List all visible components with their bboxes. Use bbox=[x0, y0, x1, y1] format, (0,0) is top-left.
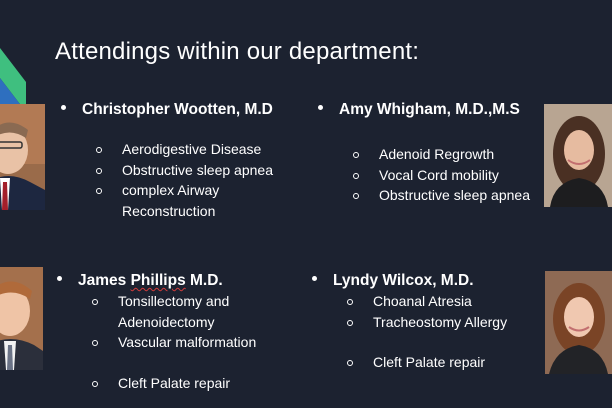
item-text: Vocal Cord mobility bbox=[379, 166, 499, 183]
attending-name-wootten bbox=[61, 101, 273, 119]
list-item bbox=[347, 352, 542, 373]
attending-name-wilcox bbox=[312, 272, 474, 290]
specialty-list-wilcox bbox=[347, 291, 542, 373]
item-text: Aerodigestive Disease bbox=[122, 141, 262, 157]
list-item bbox=[92, 373, 292, 394]
specialty-list-whigham bbox=[353, 144, 543, 206]
name-text: James bbox=[78, 272, 131, 289]
item-text: Cleft Palate repair bbox=[118, 374, 231, 391]
list-item bbox=[96, 160, 316, 181]
specialty-list-wootten bbox=[96, 139, 316, 221]
list-item bbox=[96, 139, 316, 160]
item-text-continued: Adenoidectomy bbox=[118, 313, 215, 330]
list-item bbox=[96, 180, 316, 221]
attending-name-whigham bbox=[318, 101, 520, 119]
item-text: Obstructive sleep apnea bbox=[379, 187, 530, 203]
name-text: Amy Whigham, M.D.,M.S bbox=[339, 101, 520, 118]
slide-title: Attendings within our department: bbox=[55, 38, 420, 65]
photo-whigham bbox=[544, 104, 612, 207]
item-text-continued: Reconstruction bbox=[122, 202, 216, 219]
accent-shape bbox=[0, 48, 26, 112]
bullet-dot bbox=[312, 276, 317, 281]
list-item bbox=[353, 144, 543, 165]
photo-wilcox bbox=[545, 271, 612, 374]
name-text: Lyndy Wilcox, M.D. bbox=[333, 272, 474, 289]
list-spacer bbox=[92, 353, 292, 373]
item-text: Obstructive sleep apnea bbox=[122, 161, 273, 178]
list-item bbox=[347, 312, 542, 333]
name-text: M.D. bbox=[185, 272, 223, 289]
bullet-dot bbox=[57, 276, 62, 281]
item-text: Adenoid Regrowth bbox=[379, 146, 495, 162]
item-text: Choanal Atresia bbox=[373, 293, 472, 309]
name-text-spellcheck: Phillips bbox=[130, 272, 186, 289]
photo-phillips bbox=[0, 267, 43, 370]
photo-wootten bbox=[0, 104, 45, 210]
list-item bbox=[92, 291, 292, 332]
name-text: Christopher Wootten, M.D bbox=[82, 101, 273, 118]
attending-name-phillips bbox=[57, 272, 223, 290]
list-item bbox=[353, 185, 543, 206]
specialty-list-phillips bbox=[92, 291, 292, 393]
bullet-dot bbox=[61, 105, 66, 110]
item-text: Tracheostomy Allergy bbox=[373, 313, 508, 330]
list-item bbox=[347, 291, 542, 312]
list-item bbox=[92, 332, 292, 353]
bullet-dot bbox=[318, 105, 323, 110]
item-text: Vascular malformation bbox=[118, 334, 257, 350]
item-text: Cleft Palate repair bbox=[373, 354, 486, 370]
item-text: Tonsillectomy and bbox=[118, 293, 230, 309]
item-text: complex Airway bbox=[122, 182, 220, 198]
list-item bbox=[353, 165, 543, 186]
list-spacer bbox=[347, 332, 542, 352]
